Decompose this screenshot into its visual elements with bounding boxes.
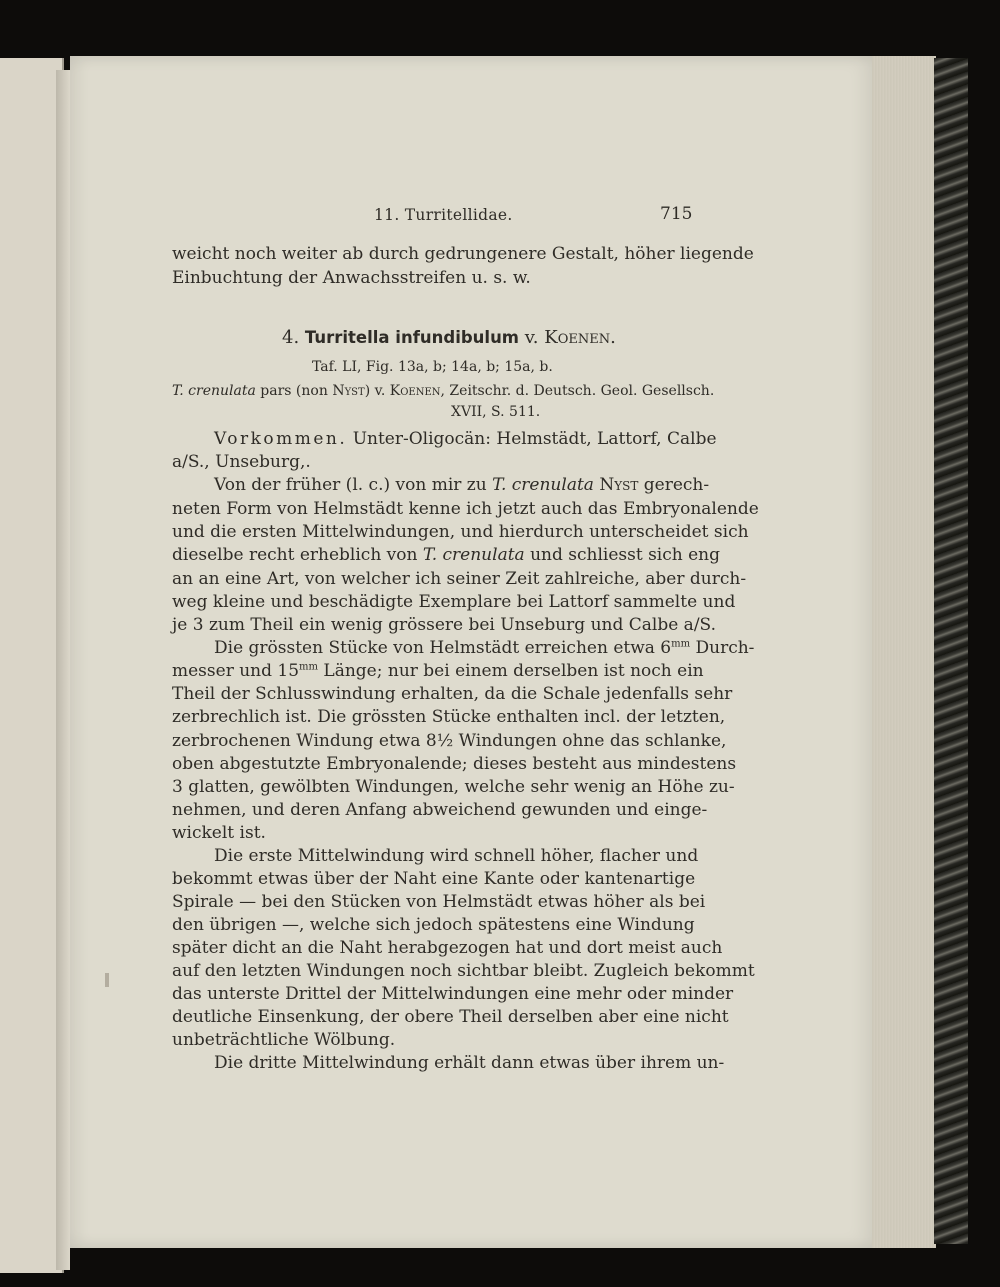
text-line: 3 glatten, gewölbten Windungen, welche sehr wenig an Höhe zu- — [172, 777, 735, 797]
synonymy-line-2: XVII, S. 511. — [451, 404, 541, 420]
species-heading — [282, 326, 616, 350]
text-line — [172, 543, 720, 567]
text-line: an an eine Art, von welcher ich seiner Zeit zahlreiche, aber durch- — [172, 569, 747, 589]
vorkommen-line — [214, 427, 717, 451]
unit-mm: mm — [299, 661, 319, 673]
species-name: Turritella infundibulum — [304, 328, 520, 347]
page-stack-edge — [872, 56, 936, 1248]
paper-mark — [105, 973, 109, 987]
taxon-name: T. crenulata — [492, 475, 594, 495]
text-line — [214, 473, 710, 497]
text-line: später dicht an die Naht herabgezogen hat und dort meist auch — [172, 938, 723, 958]
text-span: Durch- — [695, 638, 755, 658]
text-line: Theil der Schlusswindung erhalten, da die Schale jedenfalls sehr — [172, 684, 733, 704]
text-line: nehmen, und deren Anfang abweichend gewunden und einge- — [172, 800, 708, 820]
text-line: zerbrechlich ist. Die grössten Stücke enthalten incl. der letzten, — [172, 707, 726, 727]
text-line: zerbrochenen Windung etwa 8½ Windungen ohne das schlanke, — [172, 731, 727, 751]
facing-page-edge — [0, 58, 64, 1273]
vorkommen-localities: Unter-Oligocän: Helmstädt, Lattorf, Calbe — [352, 429, 717, 449]
taxon-name: T. crenulata — [422, 545, 525, 565]
text-line: auf den letzten Windungen noch sichtbar bleibt. Zugleich bekommt — [172, 961, 755, 981]
text-line: deutliche Einsenkung, der obere Theil derselben aber eine nicht — [172, 1007, 729, 1027]
author-prefix: v. — [524, 327, 539, 348]
text-span: dieselbe recht erheblich von — [172, 545, 418, 565]
text-line: je 3 zum Theil ein wenig grössere bei Unseburg und Calbe a/S. — [172, 615, 716, 635]
text-line: Die dritte Mittelwindung erhält dann etwas über ihrem un- — [214, 1053, 725, 1073]
text-line: unbeträchtliche Wölbung. — [172, 1030, 396, 1050]
text-span: gerech- — [643, 475, 710, 495]
text-span: und schliesst sich eng — [530, 545, 720, 565]
running-head: 11. Turritellidae. — [374, 206, 513, 224]
text-line: Die erste Mittelwindung wird schnell höher, flacher und — [214, 846, 699, 866]
author-name: Koenen — [544, 327, 611, 348]
synonym-mid: ) v. — [364, 383, 386, 399]
synonym-author-nyst: Nyst — [332, 383, 365, 399]
gutter — [56, 70, 70, 1270]
page-number: 715 — [660, 204, 693, 224]
text-line: wickelt ist. — [172, 823, 266, 843]
plate-reference: Taf. LI, Fig. 13a, b; 14a, b; 15a, b. — [312, 359, 553, 375]
heading-period: . — [610, 327, 616, 348]
book-cover-edge — [934, 58, 968, 1244]
text-line: weg kleine und beschädigte Exemplare bei Lattorf sammelte und — [172, 592, 736, 612]
unit-mm: mm — [671, 638, 691, 650]
text-line: neten Form von Helmstädt kenne ich jetzt auch das Embryonalende — [172, 499, 759, 519]
synonym-reference: , Zeitschr. d. Deutsch. Geol. Gesellsch. — [440, 383, 715, 399]
text-line: bekommt etwas über der Naht eine Kante oder kantenartige — [172, 869, 696, 889]
text-line: das unterste Drittel der Mittelwindungen eine mehr oder minder — [172, 984, 734, 1004]
synonym-name: T. crenulata — [172, 383, 256, 399]
text-line — [214, 636, 755, 660]
author-name: Nyst — [599, 475, 639, 495]
text-line: weicht noch weiter ab durch gedrungenere Gestalt, höher liegende — [172, 244, 754, 264]
vorkommen-label: Vorkommen. — [214, 429, 348, 449]
synonym-author-koenen: Koenen — [389, 383, 441, 399]
species-number: 4. — [282, 327, 300, 348]
text-line — [172, 659, 704, 683]
text-span: Länge; nur bei einem derselben ist noch ein — [323, 661, 704, 681]
text-line: Spirale — bei den Stücken von Helmstädt etwas höher als bei — [172, 892, 706, 912]
synonymy-line — [172, 379, 715, 403]
text-span: Die grössten Stücke von Helmstädt erreichen etwa 6 — [214, 638, 672, 658]
text-line: a/S., Unseburg,. — [172, 452, 311, 472]
text-line: den übrigen —, welche sich jedoch spätestens eine Windung — [172, 915, 695, 935]
text-line: Einbuchtung der Anwachsstreifen u. s. w. — [172, 268, 531, 288]
text-span: Von der früher (l. c.) von mir zu — [214, 475, 487, 495]
text-line: oben abgestutzte Embryonalende; dieses besteht aus mindestens — [172, 754, 737, 774]
text-line: und die ersten Mittelwindungen, und hierdurch unterscheidet sich — [172, 522, 749, 542]
synonym-pars: pars (non — [260, 383, 328, 399]
text-span: messer und 15 — [172, 661, 300, 681]
